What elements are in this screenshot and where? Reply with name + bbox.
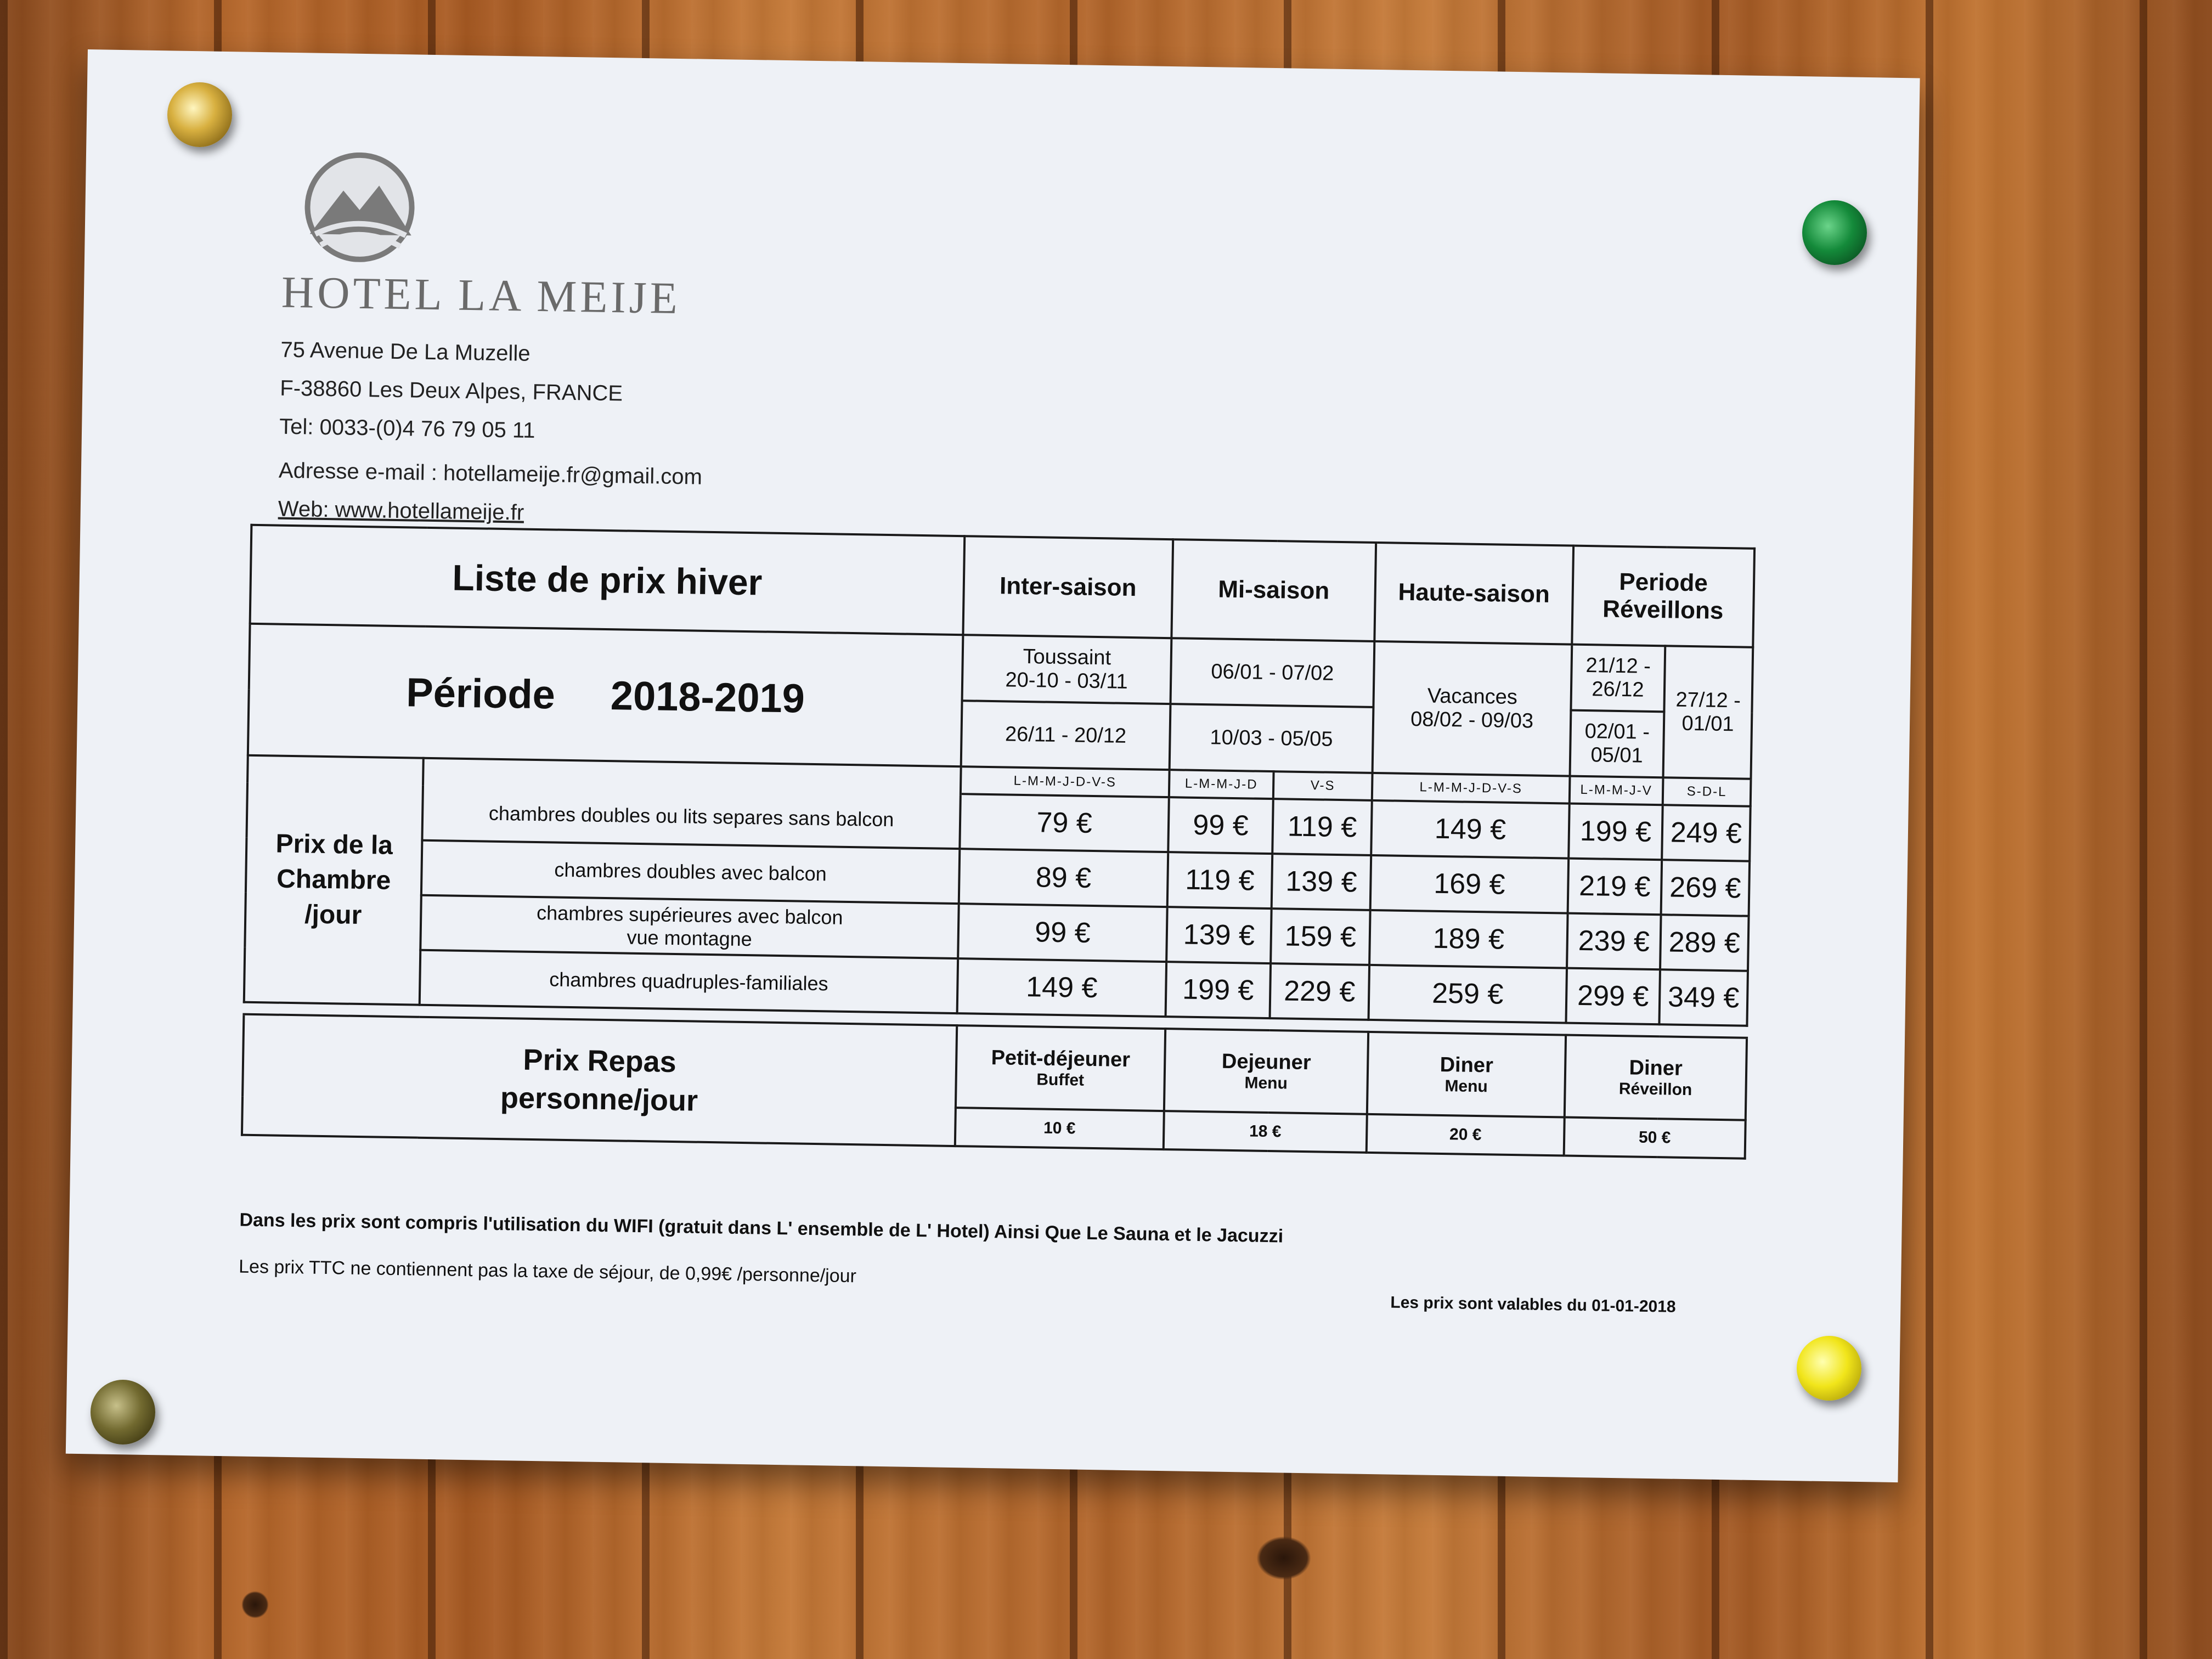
meal-head <box>1565 1035 1747 1120</box>
meal-title-l1: Prix Repas <box>523 1043 677 1079</box>
room-name-l1: chambres supérieures avec balcon <box>536 901 843 929</box>
meal-sub: Menu <box>1444 1076 1488 1096</box>
room-name: chambres quadruples-familiales <box>420 950 958 1013</box>
haute-date-a: Vacances <box>1427 684 1518 709</box>
price-cell: 259 € <box>1369 965 1567 1023</box>
website-link[interactable]: Web: www.hotellameije.fr <box>278 496 524 525</box>
price-cell: 189 € <box>1369 910 1568 968</box>
rev3-b: 01/01 <box>1681 712 1734 736</box>
rev3-a: 27/12 - <box>1675 688 1741 713</box>
meal-sub: Réveillon <box>1618 1079 1692 1099</box>
meal-head <box>1367 1032 1566 1118</box>
season-reveillons-l1: Periode <box>1619 568 1708 597</box>
price-cell: 149 € <box>1371 800 1570 859</box>
periode-cell <box>248 624 963 766</box>
season-inter: Inter-saison <box>963 536 1173 638</box>
meal-sub: Menu <box>1244 1073 1288 1093</box>
price-cell: 99 € <box>1168 797 1273 854</box>
address-line-2: F-38860 Les Deux Alpes, FRANCE <box>279 376 623 406</box>
days-haute: L-M-M-J-D-V-S <box>1372 773 1570 804</box>
season-reveillons-l2: Réveillons <box>1602 595 1724 624</box>
meal-head <box>956 1025 1165 1111</box>
meal-price: 10 € <box>955 1108 1164 1149</box>
price-cell: 219 € <box>1568 859 1662 915</box>
mountain-logo-icon <box>282 151 437 263</box>
room-label-l3: /jour <box>304 900 362 930</box>
reveillon-dates-3 <box>1663 646 1753 778</box>
room-label-l2: Chambre <box>276 864 391 895</box>
periode-years: 2018-2019 <box>610 672 805 721</box>
price-cell: 239 € <box>1567 913 1661 970</box>
inter-date-1b: 20-10 - 03/11 <box>1005 668 1128 693</box>
season-mi: Mi-saison <box>1171 539 1376 641</box>
season-haute: Haute-saison <box>1374 543 1573 645</box>
days-mi-b: V-S <box>1273 771 1373 800</box>
room-name: chambres doubles ou lits separes sans balcon <box>422 786 960 849</box>
pushpin-icon <box>1797 1336 1861 1401</box>
price-cell: 119 € <box>1272 799 1372 855</box>
price-cell: 269 € <box>1661 860 1750 916</box>
inter-date-1a: Toussaint <box>1023 645 1111 670</box>
meal-price: 50 € <box>1564 1118 1746 1159</box>
address-line-1: 75 Avenue De La Muzelle <box>280 337 531 366</box>
meal-title-l2: personne/jour <box>500 1081 698 1118</box>
haute-date-b: 08/02 - 09/03 <box>1410 708 1534 733</box>
email-address: Adresse e-mail : hotellameije.fr@gmail.com <box>278 458 703 489</box>
days-rev-b: S-D-L <box>1663 777 1751 806</box>
price-cell: 149 € <box>957 958 1167 1017</box>
haute-dates <box>1373 641 1572 776</box>
days-rev-a: L-M-M-J-V <box>1570 776 1663 805</box>
price-cell: 199 € <box>1568 804 1663 860</box>
rev1-a: 21/12 - <box>1585 654 1651 678</box>
tax-note: Les prix TTC ne contiennent pas la taxe de séjour, de 0,99€ /personne/jour <box>238 1256 857 1287</box>
room-label-l1: Prix de la <box>275 829 393 860</box>
rev2-a: 02/01 - <box>1584 720 1650 744</box>
price-cell: 89 € <box>959 849 1169 907</box>
meal-name: Dejeuner <box>1221 1049 1311 1074</box>
price-cell: 139 € <box>1166 907 1272 963</box>
rev2-b: 05/01 <box>1590 743 1644 768</box>
price-cell: 79 € <box>960 794 1169 852</box>
phone-number: Tel: 0033-(0)4 76 79 05 11 <box>279 414 535 443</box>
price-list-sheet <box>66 49 1920 1482</box>
validity-note: Les prix sont valables du 01-01-2018 <box>1390 1293 1676 1316</box>
meal-price-title <box>242 1014 957 1146</box>
meal-sub: Buffet <box>1036 1070 1085 1090</box>
room-price-label <box>244 755 424 1005</box>
price-cell: 159 € <box>1271 909 1370 965</box>
pushpin-icon <box>167 82 232 147</box>
meal-name: Diner <box>1629 1056 1683 1080</box>
meal-name: Diner <box>1440 1053 1494 1077</box>
days-inter: L-M-M-J-D-V-S <box>961 766 1170 797</box>
table-title: Liste de prix hiver <box>250 525 965 635</box>
season-reveillons <box>1572 546 1754 647</box>
price-cell: 99 € <box>958 904 1167 962</box>
meal-price: 18 € <box>1164 1111 1367 1153</box>
reveillon-dates-1 <box>1571 645 1665 712</box>
periode-label: Période <box>405 669 556 718</box>
mi-dates-2: 10/03 - 05/05 <box>1170 704 1374 773</box>
wood-knot <box>1256 1536 1311 1580</box>
hotel-name: HOTEL LA MEIJE <box>281 267 681 324</box>
price-table <box>241 524 1756 1160</box>
price-cell: 169 € <box>1370 855 1569 913</box>
price-cell: 349 € <box>1659 969 1748 1026</box>
price-cell: 199 € <box>1166 962 1271 1018</box>
room-name <box>420 895 958 958</box>
mi-dates-1: 06/01 - 07/02 <box>1171 638 1375 707</box>
pushpin-icon <box>1802 200 1867 265</box>
price-cell: 289 € <box>1660 915 1749 971</box>
price-cell: 299 € <box>1566 968 1660 1025</box>
pushpin-icon <box>91 1380 155 1444</box>
inter-dates-1 <box>962 635 1172 704</box>
room-name: chambres doubles avec balcon <box>421 840 960 904</box>
meal-price: 20 € <box>1367 1114 1565 1156</box>
days-mi-a: L-M-M-J-D <box>1169 770 1274 799</box>
price-cell: 119 € <box>1167 852 1273 909</box>
price-cell: 249 € <box>1662 805 1751 861</box>
meal-head <box>1164 1029 1368 1114</box>
meal-name: Petit-déjeuner <box>991 1046 1131 1071</box>
price-cell: 139 € <box>1272 854 1372 910</box>
wifi-note: Dans les prix sont compris l'utilisation du WIFI (gratuit dans L' ensemble de L' Hotel) Ainsi Que Le Sauna et le Jacuzzi <box>239 1209 1284 1247</box>
rev1-b: 26/12 <box>1592 678 1644 702</box>
reveillon-dates-2 <box>1570 710 1664 778</box>
price-cell: 229 € <box>1270 963 1370 1020</box>
inter-dates-2: 26/11 - 20/12 <box>961 701 1171 770</box>
room-name-l2: vue montagne <box>627 926 753 951</box>
wood-knot <box>241 1591 269 1618</box>
